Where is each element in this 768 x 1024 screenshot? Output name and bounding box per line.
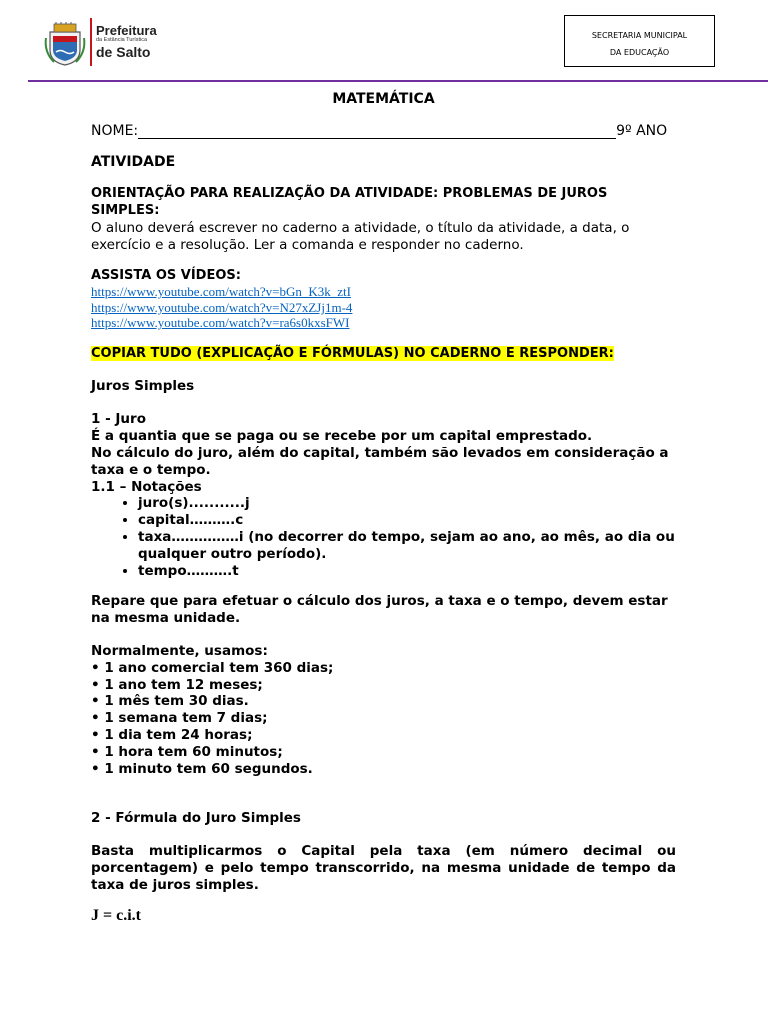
usamos-item: • 1 semana tem 7 dias; [91,710,268,727]
notacoes-heading: 1.1 – Notações [91,478,202,495]
formula-text: Basta multiplicarmos o Capital pela taxa (em número decimal ou porcentagem) e pelo tempo transcorrido, na mesma unidade de tempo da taxa de juros simples. [91,843,676,893]
logo-line1: Prefeitura [96,23,157,38]
nome-label: NOME: [91,122,139,139]
video-link-2[interactable]: https://www.youtube.com/watch?v=N27xZJj1m-4 [91,299,353,315]
logo-text [96,24,157,59]
normalmente-heading: Normalmente, usamos: [91,643,268,660]
secretaria-box [564,15,715,67]
formula-heading: 2 - Fórmula do Juro Simples [91,810,301,827]
notacoes-list [91,495,676,579]
juro-definition-2: No cálculo do juro, além do capital, também são levados em consideração a taxa e o tempo. [91,445,669,478]
assista-heading: ASSISTA OS VÍDEOS: [91,267,241,283]
video-link-1[interactable]: https://www.youtube.com/watch?v=bGn_K3k_ztI [91,284,351,300]
ano-label: 9º ANO [616,122,668,139]
prefeitura-logo [44,16,174,68]
formula-expression: J = c.i.t [91,906,141,924]
page-title: MATEMÁTICA [332,91,435,107]
usamos-item: • 1 ano tem 12 meses; [91,676,263,693]
video-link-3[interactable]: https://www.youtube.com/watch?v=ra6s0kxsFWI [91,315,350,331]
usamos-item: • 1 ano comercial tem 360 dias; [91,659,334,676]
orientacao-label: ORIENTAÇÃO PARA REALIZAÇÃO DA ATIVIDADE: PROBLEMAS DE JUROS SIMPLES: [91,186,608,219]
secretaria-line2: DA EDUCAÇÃO [609,48,670,57]
list-item: • taxa……………i (no decorrer do tempo, sejam ao ano, ao mês, ao dia ou qualquer outro período). [138,529,676,563]
usamos-item: • 1 minuto tem 60 segundos. [91,760,313,777]
city-crest-icon [44,22,86,66]
logo-divider [90,18,92,66]
list-item: • tempo……….t [138,563,676,580]
usamos-item: • 1 dia tem 24 horas; [91,727,253,744]
juro-definition-1: É a quantia que se paga ou se recebe por um capital emprestado. [91,428,593,445]
repare-text: Repare que para efetuar o cálculo dos juros, a taxa e o tempo, devem estar na mesma unidade. [91,593,668,627]
secretaria-line1: SECRETARIA MUNICIPAL [591,31,688,40]
logo-line2: da Estância Turística [96,37,148,43]
juro-heading: 1 - Juro [91,411,146,428]
list-item: • capital……….c [138,512,676,529]
list-item: • juro(s)...........j [138,495,676,512]
page-header [0,0,768,84]
copiar-instruction: COPIAR TUDO (EXPLICAÇÃO E FÓRMULAS) NO CADERNO E RESPONDER: [91,345,614,361]
usamos-item: • 1 hora tem 60 minutos; [91,743,283,760]
orientacao-text: O aluno deverá escrever no caderno a atividade, o título da atividade, a data, o exercício e a resolução. Ler a comanda e responder no caderno. [91,219,630,253]
nome-row [91,123,676,140]
document-body [91,91,676,924]
usamos-item: • 1 mês tem 30 dias. [91,693,249,710]
juros-simples-heading: Juros Simples [91,377,195,394]
nome-field[interactable] [138,124,616,139]
header-divider [28,80,768,82]
logo-line3: de Salto [96,43,151,60]
atividade-heading: ATIVIDADE [91,153,176,170]
